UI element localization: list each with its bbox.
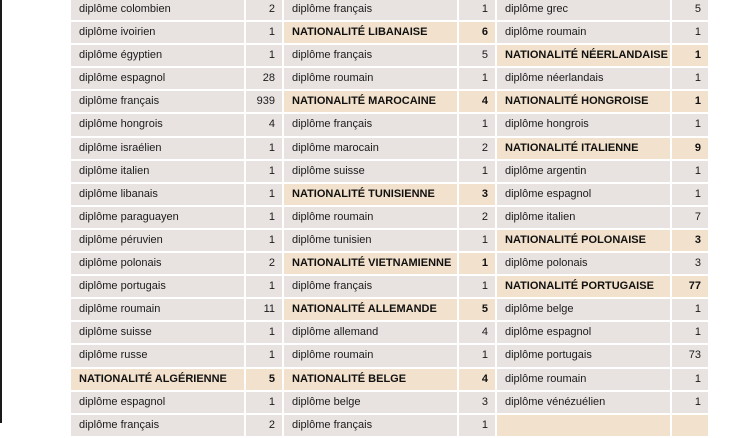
row-count: 1 [246, 184, 282, 205]
row-count: 1 [246, 138, 282, 159]
table-row [71, 207, 282, 228]
row-count: 1 [459, 345, 495, 366]
row-label: NATIONALITÉ HONGROISE [497, 91, 670, 112]
row-count: 1 [459, 253, 495, 274]
row-count: 1 [246, 22, 282, 43]
table-row [71, 91, 282, 112]
table-row [497, 114, 708, 135]
row-count: 5 [672, 0, 708, 20]
row-count: 3 [459, 392, 495, 413]
row-count: 1 [459, 68, 495, 89]
row-count: 1 [672, 392, 708, 413]
table-row [497, 322, 708, 343]
row-label: diplôme polonais [71, 253, 244, 274]
row-count: 4 [246, 114, 282, 135]
table-column-1 [71, 0, 282, 438]
row-label: NATIONALITÉ ALGÉRIENNE [71, 369, 244, 390]
nationality-header-row [284, 184, 495, 205]
table-row [497, 345, 708, 366]
row-count: 2 [246, 0, 282, 20]
table-column-3 [497, 0, 708, 438]
nationality-header-row [284, 369, 495, 390]
row-count: 1 [246, 45, 282, 66]
row-label: diplôme vénézuélien [497, 392, 670, 413]
row-count: 9 [672, 138, 708, 159]
row-label: diplôme portugais [497, 345, 670, 366]
row-count: 1 [459, 276, 495, 297]
row-count [672, 415, 708, 436]
nationality-header-row [497, 276, 708, 297]
row-label: diplôme grec [497, 0, 670, 20]
row-count: 1 [459, 230, 495, 251]
table-row [71, 138, 282, 159]
table-row [497, 392, 708, 413]
row-label: diplôme roumain [71, 299, 244, 320]
row-count: 5 [459, 45, 495, 66]
nationality-header-row [284, 253, 495, 274]
row-label: diplôme français [284, 114, 457, 135]
row-count: 1 [459, 0, 495, 20]
row-count: 77 [672, 276, 708, 297]
row-count: 1 [672, 114, 708, 135]
table-row [71, 114, 282, 135]
row-label: diplôme italien [71, 161, 244, 182]
row-label: diplôme roumain [497, 22, 670, 43]
table-row [71, 45, 282, 66]
row-label: NATIONALITÉ TUNISIENNE [284, 184, 457, 205]
row-label: diplôme espagnol [497, 184, 670, 205]
row-label: diplôme ivoirien [71, 22, 244, 43]
table-row [71, 161, 282, 182]
row-count: 1 [246, 161, 282, 182]
row-label: diplôme péruvien [71, 230, 244, 251]
row-label: diplôme polonais [497, 253, 670, 274]
row-label: diplôme français [284, 415, 457, 436]
row-label [497, 415, 670, 436]
row-label: diplôme israélien [71, 138, 244, 159]
row-count: 2 [459, 138, 495, 159]
table-row [71, 230, 282, 251]
row-label: NATIONALITÉ NÉERLANDAISE [497, 45, 670, 66]
table-row [284, 138, 495, 159]
nationality-header-row [284, 299, 495, 320]
table-row [71, 299, 282, 320]
table-row [284, 322, 495, 343]
row-count: 1 [246, 276, 282, 297]
table-row [71, 322, 282, 343]
row-label: NATIONALITÉ POLONAISE [497, 230, 670, 251]
row-count: 7 [672, 207, 708, 228]
table-row [284, 276, 495, 297]
row-label: diplôme français [71, 91, 244, 112]
row-count: 1 [246, 345, 282, 366]
nationality-header-row [71, 369, 282, 390]
table-row [284, 230, 495, 251]
table-row [71, 0, 282, 20]
row-count: 2 [246, 253, 282, 274]
row-count: 11 [246, 299, 282, 320]
table-row [71, 184, 282, 205]
row-label: diplôme hongrois [71, 114, 244, 135]
table-row [284, 392, 495, 413]
row-label: diplôme belge [497, 299, 670, 320]
nationality-header-row [497, 230, 708, 251]
row-label: diplôme roumain [284, 68, 457, 89]
row-label: diplôme italien [497, 207, 670, 228]
table-row [497, 184, 708, 205]
row-label: diplôme allemand [284, 322, 457, 343]
row-count: 1 [246, 322, 282, 343]
row-label: diplôme espagnol [497, 322, 670, 343]
row-count: 5 [246, 369, 282, 390]
statistics-table [71, 0, 711, 438]
row-count: 2 [246, 415, 282, 436]
table-row [71, 253, 282, 274]
row-label: diplôme roumain [497, 369, 670, 390]
row-count: 4 [459, 322, 495, 343]
table-row [71, 392, 282, 413]
row-count: 73 [672, 345, 708, 366]
nationality-header-row [497, 138, 708, 159]
row-count: 1 [672, 161, 708, 182]
row-count: 1 [246, 207, 282, 228]
table-row [284, 415, 495, 436]
row-label: diplôme français [284, 45, 457, 66]
nationality-header-row [284, 91, 495, 112]
row-count: 3 [672, 253, 708, 274]
row-count: 1 [459, 161, 495, 182]
table-row [71, 276, 282, 297]
row-label: diplôme français [284, 0, 457, 20]
row-label: NATIONALITÉ BELGE [284, 369, 457, 390]
row-label: NATIONALITÉ ALLEMANDE [284, 299, 457, 320]
row-label: diplôme portugais [71, 276, 244, 297]
row-label: diplôme libanais [71, 184, 244, 205]
table-row [284, 45, 495, 66]
row-label: diplôme hongrois [497, 114, 670, 135]
row-label: diplôme français [284, 276, 457, 297]
table-row [497, 369, 708, 390]
table-row [497, 0, 708, 20]
row-count: 1 [672, 184, 708, 205]
row-label: NATIONALITÉ MAROCAINE [284, 91, 457, 112]
row-label: diplôme roumain [284, 345, 457, 366]
row-count: 1 [672, 22, 708, 43]
row-count: 1 [672, 369, 708, 390]
row-label: diplôme russe [71, 345, 244, 366]
row-label: diplôme argentin [497, 161, 670, 182]
row-label: diplôme paraguayen [71, 207, 244, 228]
row-label: NATIONALITÉ VIETNAMIENNE [284, 253, 457, 274]
table-row [284, 68, 495, 89]
left-margin-rule [0, 0, 2, 423]
row-label: NATIONALITÉ ITALIENNE [497, 138, 670, 159]
row-count: 5 [459, 299, 495, 320]
row-count: 1 [246, 230, 282, 251]
row-label: diplôme néerlandais [497, 68, 670, 89]
table-row [497, 299, 708, 320]
row-count: 2 [459, 207, 495, 228]
row-count: 28 [246, 68, 282, 89]
table-row [497, 207, 708, 228]
row-count: 4 [459, 369, 495, 390]
table-row [71, 345, 282, 366]
table-row [284, 0, 495, 20]
row-count: 1 [672, 45, 708, 66]
row-label: diplôme belge [284, 392, 457, 413]
row-count: 6 [459, 22, 495, 43]
row-count: 1 [672, 91, 708, 112]
row-count: 1 [672, 68, 708, 89]
table-row [71, 68, 282, 89]
row-label: diplôme suisse [284, 161, 457, 182]
nationality-header-row [497, 45, 708, 66]
table-row [71, 22, 282, 43]
row-count: 3 [672, 230, 708, 251]
row-label: NATIONALITÉ LIBANAISE [284, 22, 457, 43]
table-row [497, 22, 708, 43]
row-label: diplôme égyptien [71, 45, 244, 66]
table-column-2 [284, 0, 495, 438]
row-label: NATIONALITÉ PORTUGAISE [497, 276, 670, 297]
row-label: diplôme tunisien [284, 230, 457, 251]
row-label: diplôme espagnol [71, 68, 244, 89]
row-count: 1 [672, 299, 708, 320]
table-row [497, 161, 708, 182]
row-count: 4 [459, 91, 495, 112]
row-count: 1 [459, 415, 495, 436]
table-row [284, 207, 495, 228]
row-label: diplôme suisse [71, 322, 244, 343]
row-label: diplôme français [71, 415, 244, 436]
table-row [71, 415, 282, 436]
row-label: diplôme espagnol [71, 392, 244, 413]
row-label: diplôme marocain [284, 138, 457, 159]
table-row [497, 253, 708, 274]
row-count: 1 [459, 114, 495, 135]
row-count: 939 [246, 91, 282, 112]
table-row [284, 161, 495, 182]
row-label: diplôme roumain [284, 207, 457, 228]
row-count: 1 [246, 392, 282, 413]
nationality-header-row [284, 22, 495, 43]
row-count: 1 [672, 322, 708, 343]
nationality-header-row [497, 415, 708, 436]
table-row [284, 345, 495, 366]
table-row [284, 114, 495, 135]
table-row [497, 68, 708, 89]
nationality-header-row [497, 91, 708, 112]
row-label: diplôme colombien [71, 0, 244, 20]
row-count: 3 [459, 184, 495, 205]
